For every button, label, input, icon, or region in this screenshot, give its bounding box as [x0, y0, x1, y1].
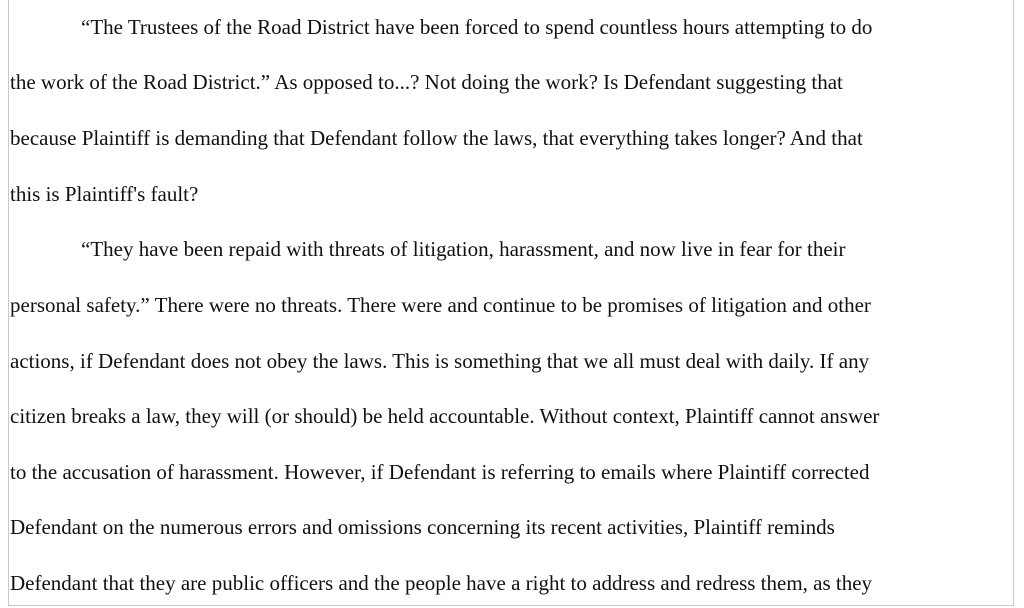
- paragraph-1-line-3: because Plaintiff is demanding that Defendant follow the laws, that everything takes longer? And that: [10, 126, 863, 150]
- paragraph-2-line-4: citizen breaks a law, they will (or should) be held accountable. Without context, Plaintiff cannot answer: [10, 404, 880, 428]
- paragraph-1-line-2: the work of the Road District.” As opposed to...? Not doing the work? Is Defendant suggesting that: [10, 70, 843, 94]
- paragraph-1-line-4: this is Plaintiff's fault?: [10, 182, 199, 206]
- paragraph-2-line-5: to the accusation of harassment. However, if Defendant is referring to emails where Plaintiff corrected: [10, 460, 870, 484]
- paragraph-2-line-3: actions, if Defendant does not obey the laws. This is something that we all must deal with daily. If any: [10, 349, 870, 373]
- paragraph-1-line-1: “The Trustees of the Road District have been forced to spend countless hours attempting to do: [81, 15, 873, 39]
- document-page: [8, 0, 1014, 606]
- paragraph-2-line-6: Defendant on the numerous errors and omissions concerning its recent activities, Plaintiff reminds: [10, 515, 835, 539]
- paragraph-2-line-1: “They have been repaid with threats of litigation, harassment, and now live in fear for their: [81, 237, 846, 261]
- paragraph-2-line-2: personal safety.” There were no threats. There were and continue to be promises of litigation and other: [10, 293, 871, 317]
- paragraph-2-line-7: Defendant that they are public officers and the people have a right to address and redress them, as they: [10, 571, 873, 595]
